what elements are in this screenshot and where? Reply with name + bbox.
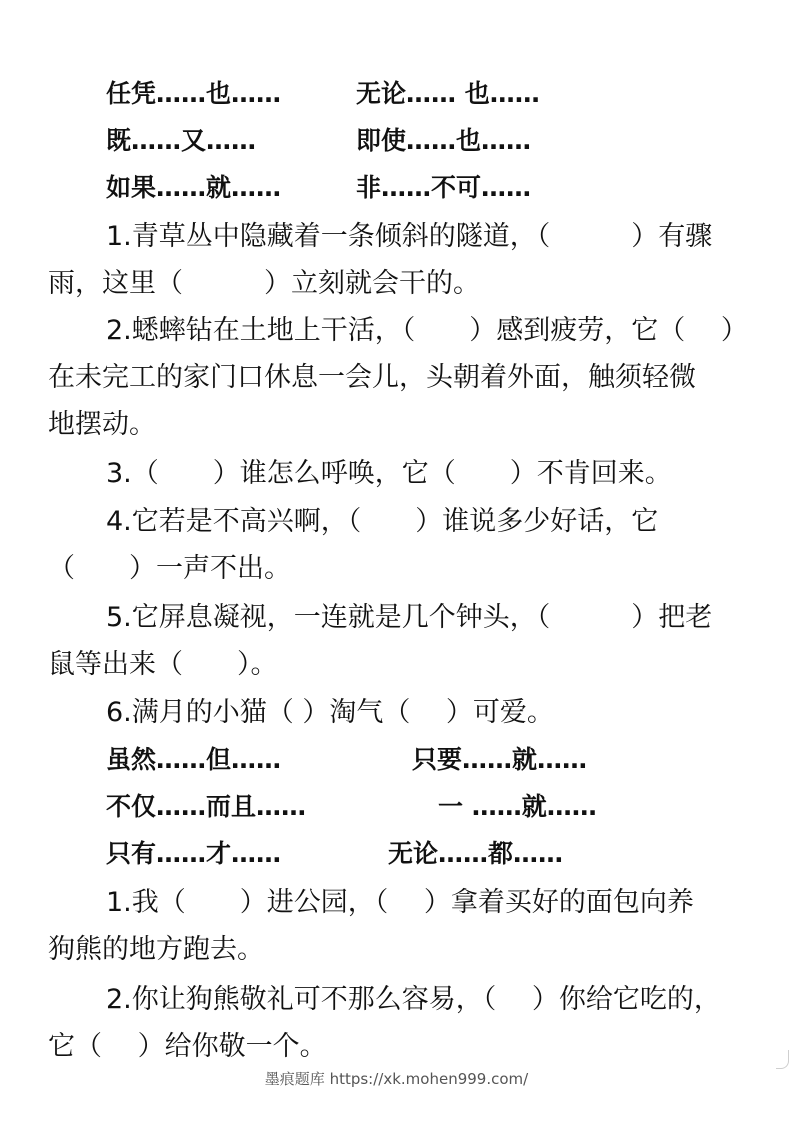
conjunction-pair: 一 ……就…… [438,792,597,821]
question-line: 5.它屏息凝视，一连就是几个钟头，（ ）把老 [106,602,713,633]
question-line: （ ）一声不出。 [48,553,291,584]
question-line: 1.我（ ）进公园，（ ）拿着买好的面包向养 [106,887,694,918]
conjunction-pair: 既……又…… [106,126,257,155]
conjunction-pair: 非……不可…… [356,173,532,202]
page-curl-mark [776,1050,789,1069]
question-line: 雨，这里（ ）立刻就会干的。 [48,268,480,299]
question-line: 在未完工的家门口休息一会儿，头朝着外面，触须轻微 [48,362,696,393]
question-line: 1.青草丛中隐藏着一条倾斜的隧道，（ ）有骤 [106,221,713,252]
footer-watermark: 墨痕题库 https://xk.mohen999.com/ [264,1070,529,1088]
question-line: 2.你让狗熊敬礼可不那么容易，（ ）你给它吃的， [106,984,721,1015]
conjunction-pair: 不仅……而且…… [106,792,307,821]
question-line: 2.蟋蟀钻在土地上干活，（ ）感到疲劳，它（ ） [106,315,748,346]
conjunction-pair: 任凭……也…… [106,79,282,108]
question-line: 6.满月的小猫（ ）淘气（ ）可爱。 [106,697,554,728]
conjunction-pair: 只要……就…… [412,745,588,774]
question-line: 狗熊的地方跑去。 [48,934,264,965]
question-line: 它（ ）给你敬一个。 [48,1031,327,1062]
question-line: 3.（ ）谁怎么呼唤，它（ ）不肯回来。 [106,458,672,489]
conjunction-pair: 无论……都…… [388,839,564,868]
conjunction-pair: 即使……也…… [356,126,532,155]
question-line: 地摆动。 [48,409,156,440]
conjunction-pair: 如果……就…… [106,173,282,202]
conjunction-pair: 无论…… 也…… [356,79,540,108]
conjunction-pair: 虽然……但…… [106,745,282,774]
question-line: 4.它若是不高兴啊，（ ）谁说多少好话，它 [106,506,659,537]
conjunction-pair: 只有……才…… [106,839,282,868]
question-line: 鼠等出来（ ）。 [48,649,278,680]
